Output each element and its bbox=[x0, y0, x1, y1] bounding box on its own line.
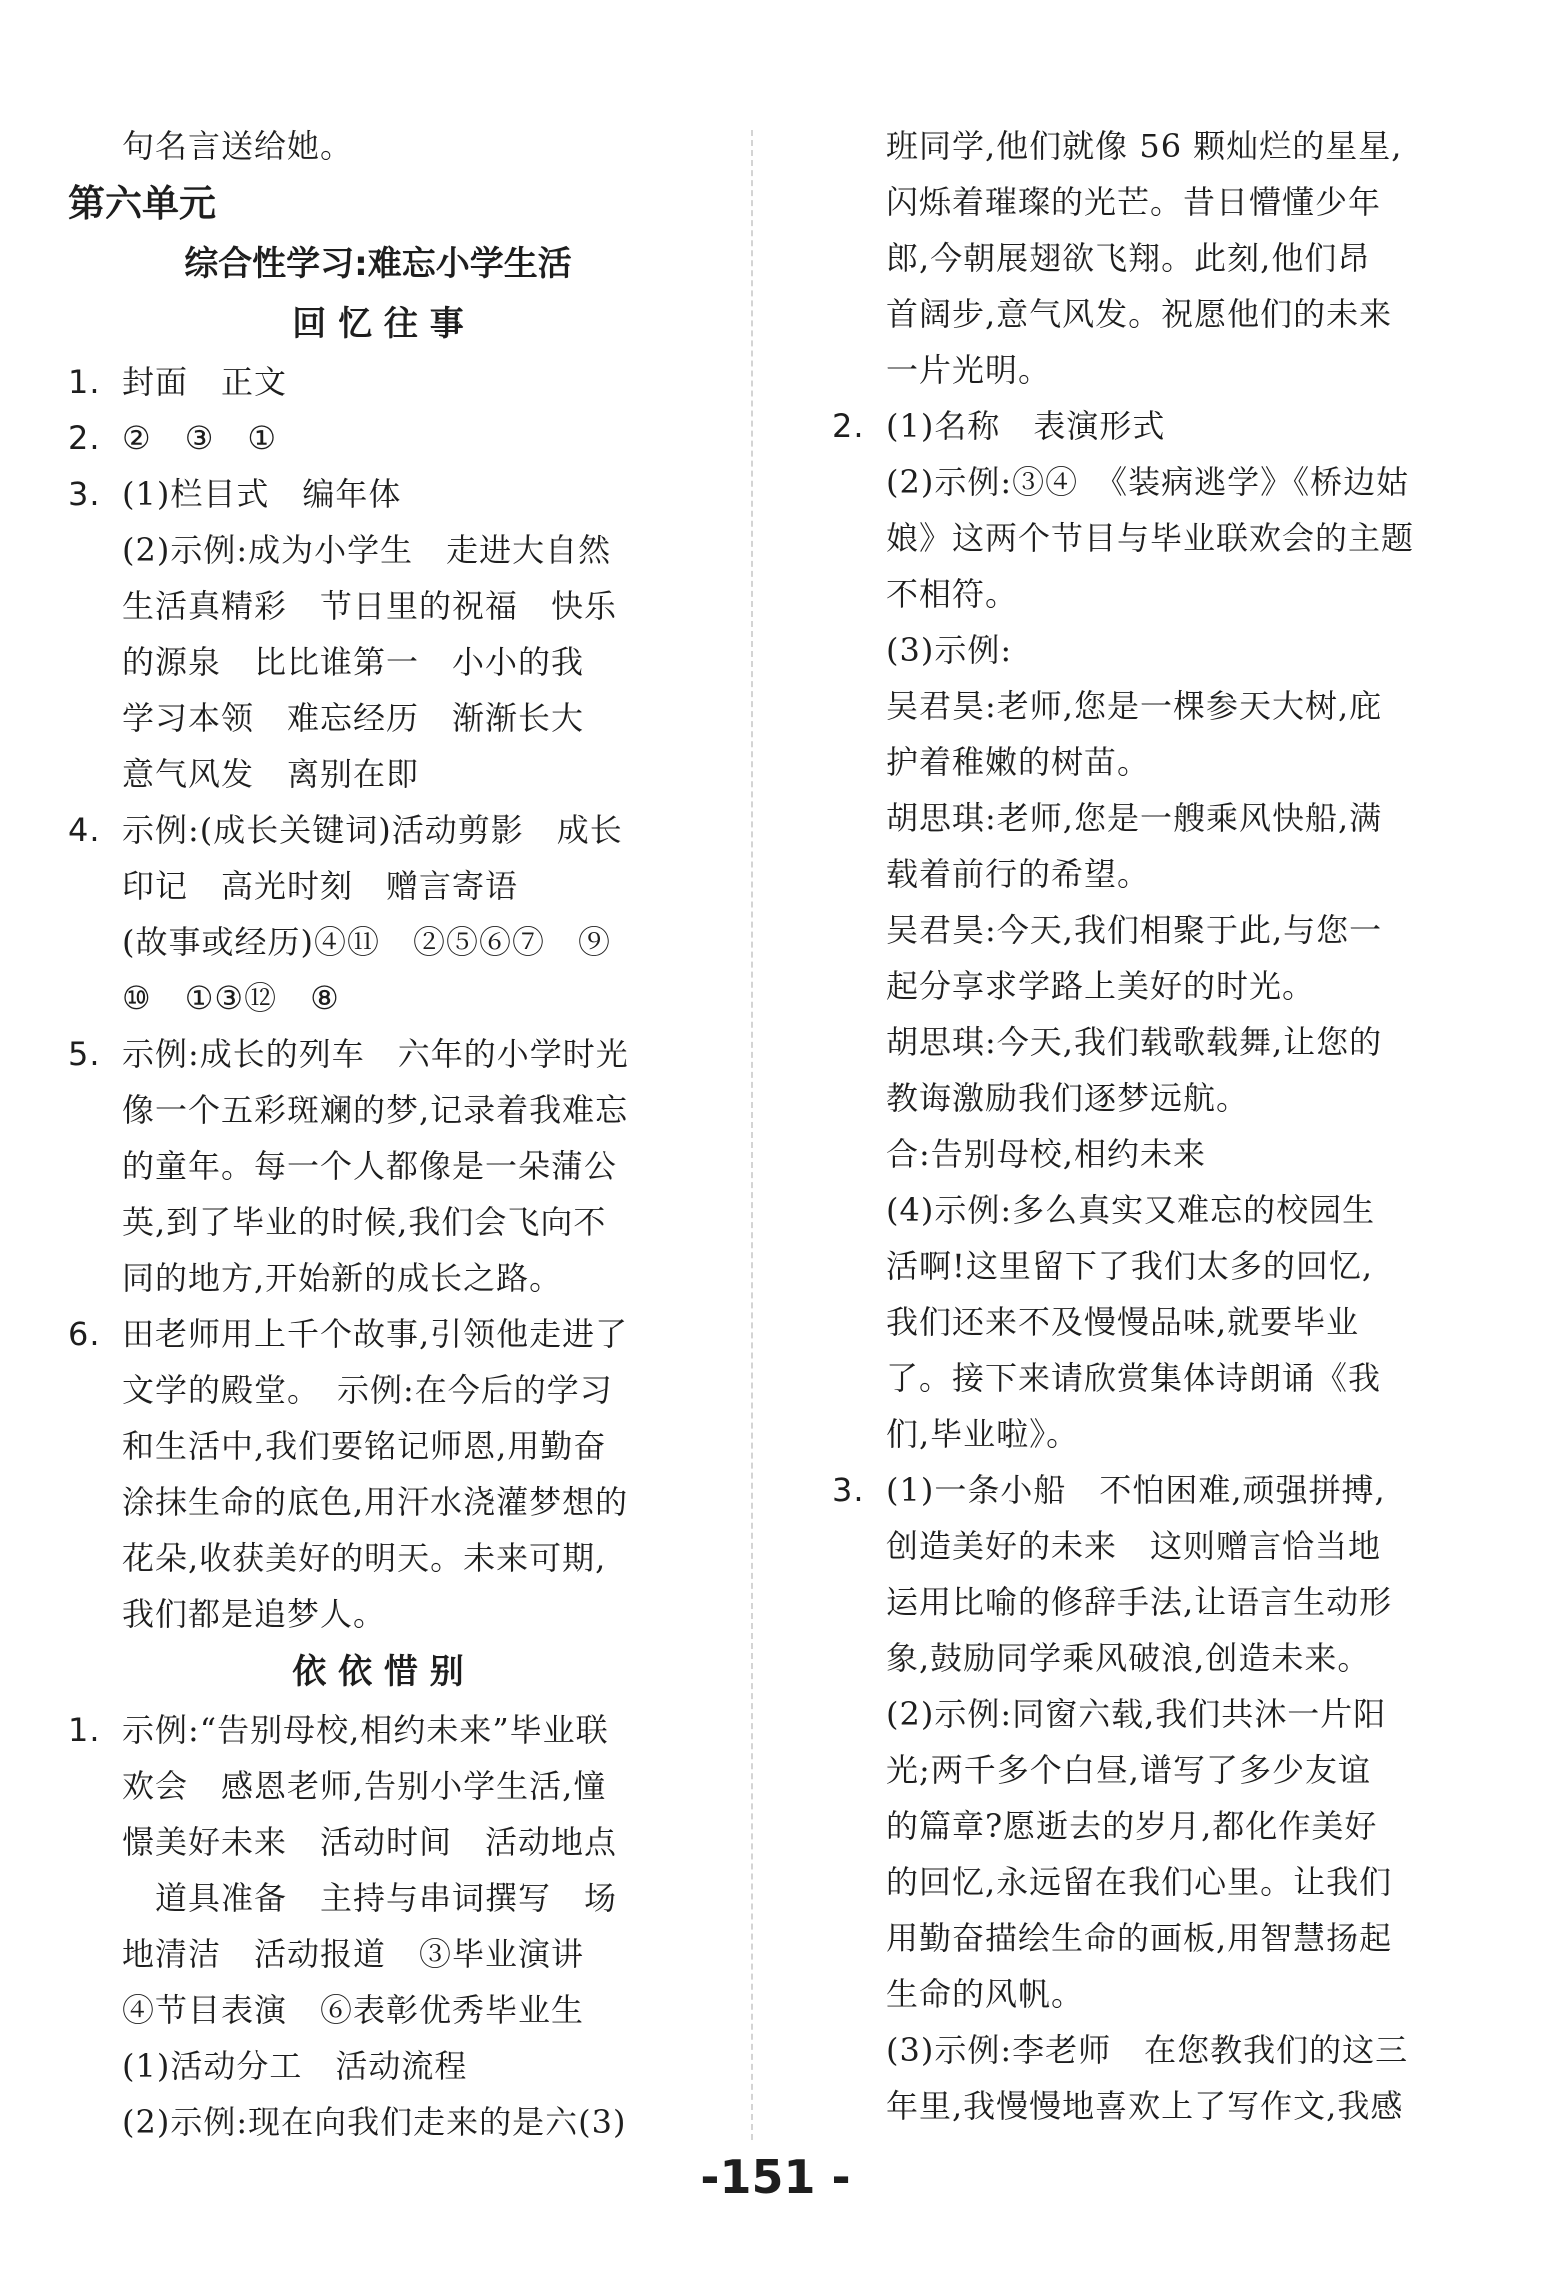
item-number: 2. bbox=[832, 407, 865, 445]
page-number: -151 - bbox=[700, 2150, 851, 2204]
answer-line: 文学的殿堂。 示例:在今后的学习 bbox=[122, 1371, 613, 1409]
answer-line: (2)示例:成为小学生 走进大自然 bbox=[122, 531, 612, 569]
answer-item bbox=[68, 1026, 688, 1082]
answer-line: 载着前行的希望。 bbox=[886, 855, 1151, 893]
answer-line: ⑩ ①③⑫ ⑧ bbox=[122, 979, 340, 1017]
answer-line: 们,毕业啦》。 bbox=[886, 1415, 1080, 1453]
answer-line: 意气风发 离别在即 bbox=[122, 755, 420, 793]
answer-line: (1)活动分工 活动流程 bbox=[122, 2047, 468, 2085]
answer-text: (1)一条小船 不怕困难,顽强拼搏, bbox=[886, 1471, 1386, 1509]
answer-line: 创造美好的未来 这则赠言恰当地 bbox=[886, 1527, 1382, 1565]
answer-line: 象,鼓励同学乘风破浪,创造未来。 bbox=[886, 1639, 1371, 1677]
answer-text: 示例:(成长关键词)活动剪影 成长 bbox=[122, 811, 623, 849]
answer-line: 地清洁 活动报道 ③毕业演讲 bbox=[122, 1935, 585, 1973]
answer-line: 年里,我慢慢地喜欢上了写作文,我感 bbox=[886, 2087, 1404, 2125]
answer-line: (4)示例:多么真实又难忘的校园生 bbox=[886, 1191, 1376, 1229]
answer-line: 胡思琪:今天,我们载歌载舞,让您的 bbox=[886, 1023, 1383, 1061]
answer-line: (2)示例:同窗六载,我们共沐一片阳 bbox=[886, 1695, 1387, 1733]
answer-item bbox=[68, 354, 688, 410]
answer-line: (2)示例:现在向我们走来的是六(3) bbox=[122, 2103, 627, 2141]
answer-line: 花朵,收获美好的明天。未来可期, bbox=[122, 1539, 607, 1577]
answer-text: ② ③ ① bbox=[122, 419, 278, 457]
section-title: 依 依 惜 别 bbox=[292, 1652, 464, 1692]
answer-line: 的源泉 比比谁第一 小小的我 bbox=[122, 643, 585, 681]
answer-line: 同的地方,开始新的成长之路。 bbox=[122, 1259, 563, 1297]
answer-line: 英,到了毕业的时候,我们会飞向不 bbox=[122, 1203, 607, 1241]
answer-item bbox=[68, 466, 688, 522]
answer-line: 的回忆,永远留在我们心里。让我们 bbox=[886, 1863, 1393, 1901]
item-number: 2. bbox=[68, 419, 101, 457]
answer-line: 不相符。 bbox=[886, 575, 1019, 613]
item-number: 6. bbox=[68, 1315, 101, 1353]
answer-line: 用勤奋描绘生命的画板,用智慧扬起 bbox=[886, 1919, 1393, 1957]
answer-line: 生活真精彩 节日里的祝福 快乐 bbox=[122, 587, 618, 625]
answer-text: 示例:成长的列车 六年的小学时光 bbox=[122, 1035, 629, 1073]
answer-item bbox=[68, 1702, 688, 1758]
answer-line: 欢会 感恩老师,告别小学生活,憧 bbox=[122, 1767, 607, 1805]
answer-line: (3)示例: bbox=[886, 631, 1013, 669]
item-number: 3. bbox=[832, 1471, 865, 1509]
answer-line: 娘》这两个节目与毕业联欢会的主题 bbox=[886, 519, 1415, 557]
answer-line: 吴君昊:今天,我们相聚于此,与您一 bbox=[886, 911, 1383, 949]
answer-line: 像一个五彩斑斓的梦,记录着我难忘 bbox=[122, 1091, 629, 1129]
answer-line: (故事或经历)④⑪ ②⑤⑥⑦ ⑨ bbox=[122, 923, 611, 961]
answer-line: (3)示例:李老师 在您教我们的这三 bbox=[886, 2031, 1409, 2069]
answer-line: 吴君昊:老师,您是一棵参天大树,庇 bbox=[886, 687, 1383, 725]
answer-line: 我们还来不及慢慢品味,就要毕业 bbox=[886, 1303, 1360, 1341]
answer-line: 教诲激励我们逐梦远航。 bbox=[886, 1079, 1250, 1117]
column-divider bbox=[751, 130, 753, 2140]
answer-text: 田老师用上千个故事,引领他走进了 bbox=[122, 1315, 629, 1353]
answer-line: (2)示例:③④ 《装病逃学》《桥边姑 bbox=[886, 463, 1410, 501]
section-title: 回 忆 往 事 bbox=[292, 304, 464, 344]
answer-line: 运用比喻的修辞手法,让语言生动形 bbox=[886, 1583, 1393, 1621]
item-number: 3. bbox=[68, 475, 101, 513]
answer-line: 了。接下来请欣赏集体诗朗诵《我 bbox=[886, 1359, 1382, 1397]
item-number: 1. bbox=[68, 363, 101, 401]
answer-line: 的童年。每一个人都像是一朵蒲公 bbox=[122, 1147, 618, 1185]
item-number: 4. bbox=[68, 811, 101, 849]
right-column bbox=[832, 118, 1462, 2134]
answer-line: 郎,今朝展翅欲飞翔。此刻,他们昂 bbox=[886, 239, 1371, 277]
answer-line: 首阔步,意气风发。祝愿他们的未来 bbox=[886, 295, 1393, 333]
answer-item bbox=[68, 1306, 688, 1362]
answer-line: 一片光明。 bbox=[886, 351, 1052, 389]
answer-item bbox=[832, 398, 1462, 454]
answer-line: ④节目表演 ⑥表彰优秀毕业生 bbox=[122, 1991, 585, 2029]
answer-line: 学习本领 难忘经历 渐渐长大 bbox=[122, 699, 585, 737]
answer-line: 的篇章?愿逝去的岁月,都化作美好 bbox=[886, 1807, 1378, 1845]
answer-text: 封面 正文 bbox=[122, 363, 288, 401]
answer-line: 胡思琪:老师,您是一艘乘风快船,满 bbox=[886, 799, 1383, 837]
answer-line: 起分享求学路上美好的时光。 bbox=[886, 967, 1316, 1005]
answer-line: 活啊!这里留下了我们太多的回忆, bbox=[886, 1247, 1374, 1285]
answer-item bbox=[832, 1462, 1462, 1518]
answer-line: 班同学,他们就像 56 颗灿烂的星星, bbox=[886, 127, 1403, 165]
answer-line: 和生活中,我们要铭记师恩,用勤奋 bbox=[122, 1427, 607, 1465]
answer-line: 憬美好未来 活动时间 活动地点 bbox=[122, 1823, 618, 1861]
item-number: 5. bbox=[68, 1035, 101, 1073]
answer-line: 印记 高光时刻 赠言寄语 bbox=[122, 867, 519, 905]
answer-item bbox=[68, 410, 688, 466]
answer-line: 生命的风帆。 bbox=[886, 1975, 1085, 2013]
answer-line: 我们都是追梦人。 bbox=[122, 1595, 387, 1633]
answer-line: 护着稚嫩的树苗。 bbox=[886, 743, 1151, 781]
answer-line: 闪烁着璀璨的光芒。昔日懵懂少年 bbox=[886, 183, 1382, 221]
answer-line: 光;两千多个白昼,谱写了多少友谊 bbox=[886, 1751, 1371, 1789]
left-column bbox=[68, 118, 688, 2150]
answer-text: (1)栏目式 编年体 bbox=[122, 475, 402, 513]
answer-text: (1)名称 表演形式 bbox=[886, 407, 1166, 445]
answer-line: 句名言送给她。 bbox=[122, 127, 354, 165]
answer-text: 示例:“告别母校,相约未来”毕业联 bbox=[122, 1711, 609, 1749]
item-number: 1. bbox=[68, 1711, 101, 1749]
answer-line: 道具准备 主持与串词撰写 场 bbox=[122, 1879, 618, 1917]
unit-heading: 第六单元 bbox=[68, 182, 216, 225]
answer-item bbox=[68, 802, 688, 858]
answer-line: 合:告别母校,相约未来 bbox=[886, 1135, 1206, 1173]
section-title: 综合性学习:难忘小学生活 bbox=[184, 244, 572, 284]
answer-line: 涂抹生命的底色,用汗水浇灌梦想的 bbox=[122, 1483, 629, 1521]
